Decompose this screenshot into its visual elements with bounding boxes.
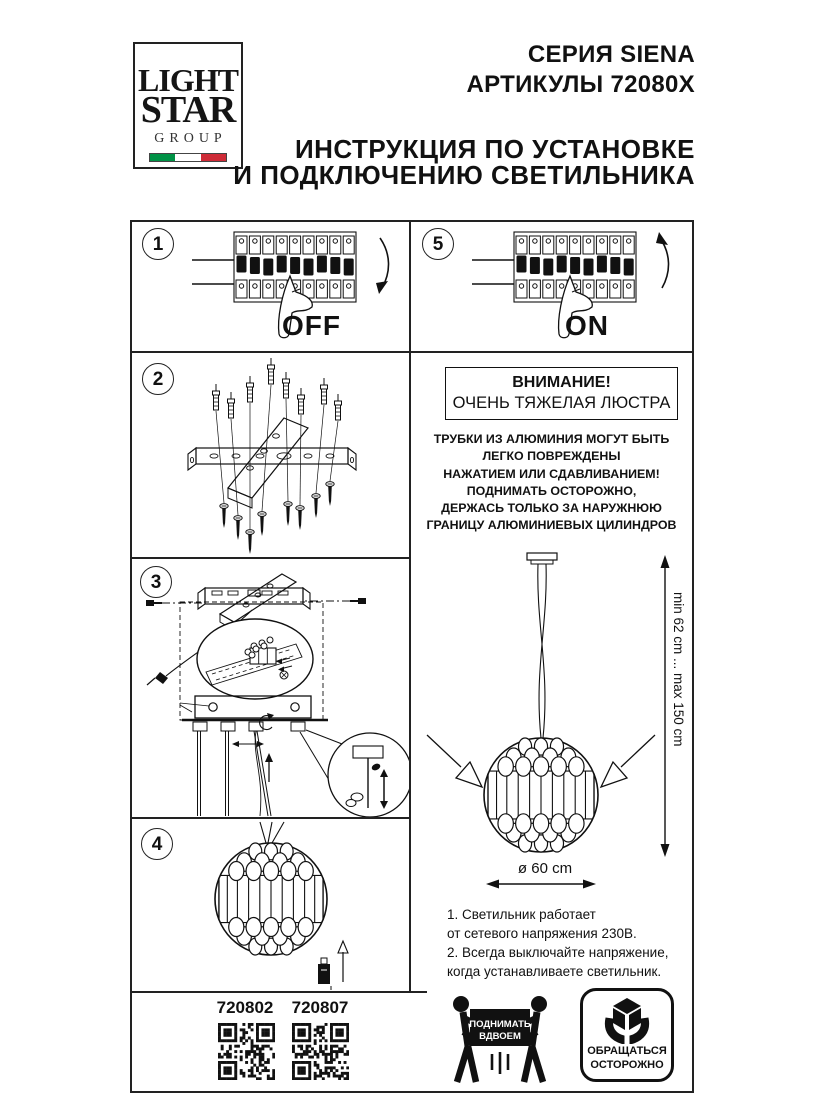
care-label-line2: ОСТОРОЖНО [590, 1059, 664, 1071]
height-range-label: min 62 cm ... max 150 cm [671, 592, 686, 747]
doc-title [233, 136, 695, 188]
diameter-label: ø 60 cm [517, 860, 573, 877]
step-4-number: 4 [141, 828, 173, 860]
warning-paragraph [411, 431, 692, 535]
article-code-right: 720807 [291, 998, 349, 1017]
warning-line: ДЕРЖАСЬ ТОЛЬКО ЗА НАРУЖНЮЮ [441, 501, 662, 516]
bracket-exploded-drawing [138, 358, 403, 556]
care-label-line1: ОБРАЩАТЬСЯ [587, 1045, 667, 1057]
series-title: СЕРИЯ SIENA [527, 41, 695, 68]
step-2-number: 2 [142, 363, 174, 395]
qr2-art [292, 1023, 349, 1080]
chandelier-art [427, 553, 670, 889]
lift-label-line1: ПОДНИМАТЬ [469, 1019, 531, 1030]
qr1-art [218, 1023, 275, 1080]
qr-code-right [292, 1023, 349, 1080]
mounting-drawing [132, 560, 409, 817]
note-line: 1. Светильник работает [447, 907, 596, 922]
lightstar-logo [133, 42, 243, 169]
hands-holding-box-icon [598, 996, 656, 1044]
warning-box [445, 367, 678, 420]
warning-line: НАЖАТИЕМ ИЛИ СДАВЛИВАНИЕМ! [443, 466, 660, 481]
note-line: когда устанавливаете светильник. [447, 964, 662, 979]
warning-line: ЛЕГКО ПОВРЕЖДЕНЫ [482, 449, 621, 464]
row-divider-4 [130, 991, 427, 993]
bracket-art [188, 358, 356, 554]
sphere4-art [215, 822, 348, 990]
lift-with-two-people-icon [436, 986, 564, 1088]
on-label: ON [565, 310, 609, 341]
handle-with-care-sign [580, 988, 674, 1082]
warning-subtitle: ОЧЕНЬ ТЯЖЕЛАЯ ЛЮСТРА [452, 394, 671, 412]
note-line: 2. Всегда выключайте напряжение, [447, 945, 669, 960]
step-3-number: 3 [140, 566, 172, 598]
row-divider-1 [130, 351, 694, 353]
usage-notes [447, 905, 697, 981]
qr-code-left [218, 1023, 275, 1080]
warning-title: ВНИМАНИЕ! [512, 374, 611, 391]
italy-flag-icon [149, 153, 227, 162]
page-header [233, 40, 695, 188]
chandelier-dimension-drawing [415, 545, 700, 900]
doc-title-line2: И ПОДКЛЮЧЕНИЮ СВЕТИЛЬНИКА [233, 160, 695, 190]
lift-label-line2: ВДВОЕМ [479, 1031, 521, 1042]
warning-line: ТРУБКИ ИЗ АЛЮМИНИЯ МОГУТ БЫТЬ [433, 432, 670, 446]
step-5-number: 5 [422, 228, 454, 260]
note-line: от сетевого напряжения 230В. [447, 926, 637, 941]
off-label: OFF [282, 310, 341, 341]
row-divider-2-left [130, 557, 411, 559]
logo-word-light: LIGHT [138, 62, 238, 98]
warning-line: ПОДНИМАТЬ ОСТОРОЖНО, [466, 483, 637, 498]
step-1-number: 1 [142, 228, 174, 260]
row-divider-3-left [130, 817, 411, 819]
articles-title: АРТИКУЛЫ 72080X [466, 71, 695, 98]
logo-word-star: STAR [140, 89, 236, 131]
article-code-left: 720802 [216, 998, 274, 1017]
logo-word-group: GROUP [154, 131, 227, 146]
sphere-hang-drawing [132, 820, 409, 991]
doc-title-line1: ИНСТРУКЦИЯ ПО УСТАНОВКЕ [294, 134, 695, 164]
warning-line: ГРАНИЦУ АЛЮМИНИЕВЫХ ЦИЛИНДРОВ [426, 518, 677, 533]
column-divider [409, 220, 411, 992]
mounting-art [146, 574, 409, 817]
care-art [605, 998, 648, 1044]
